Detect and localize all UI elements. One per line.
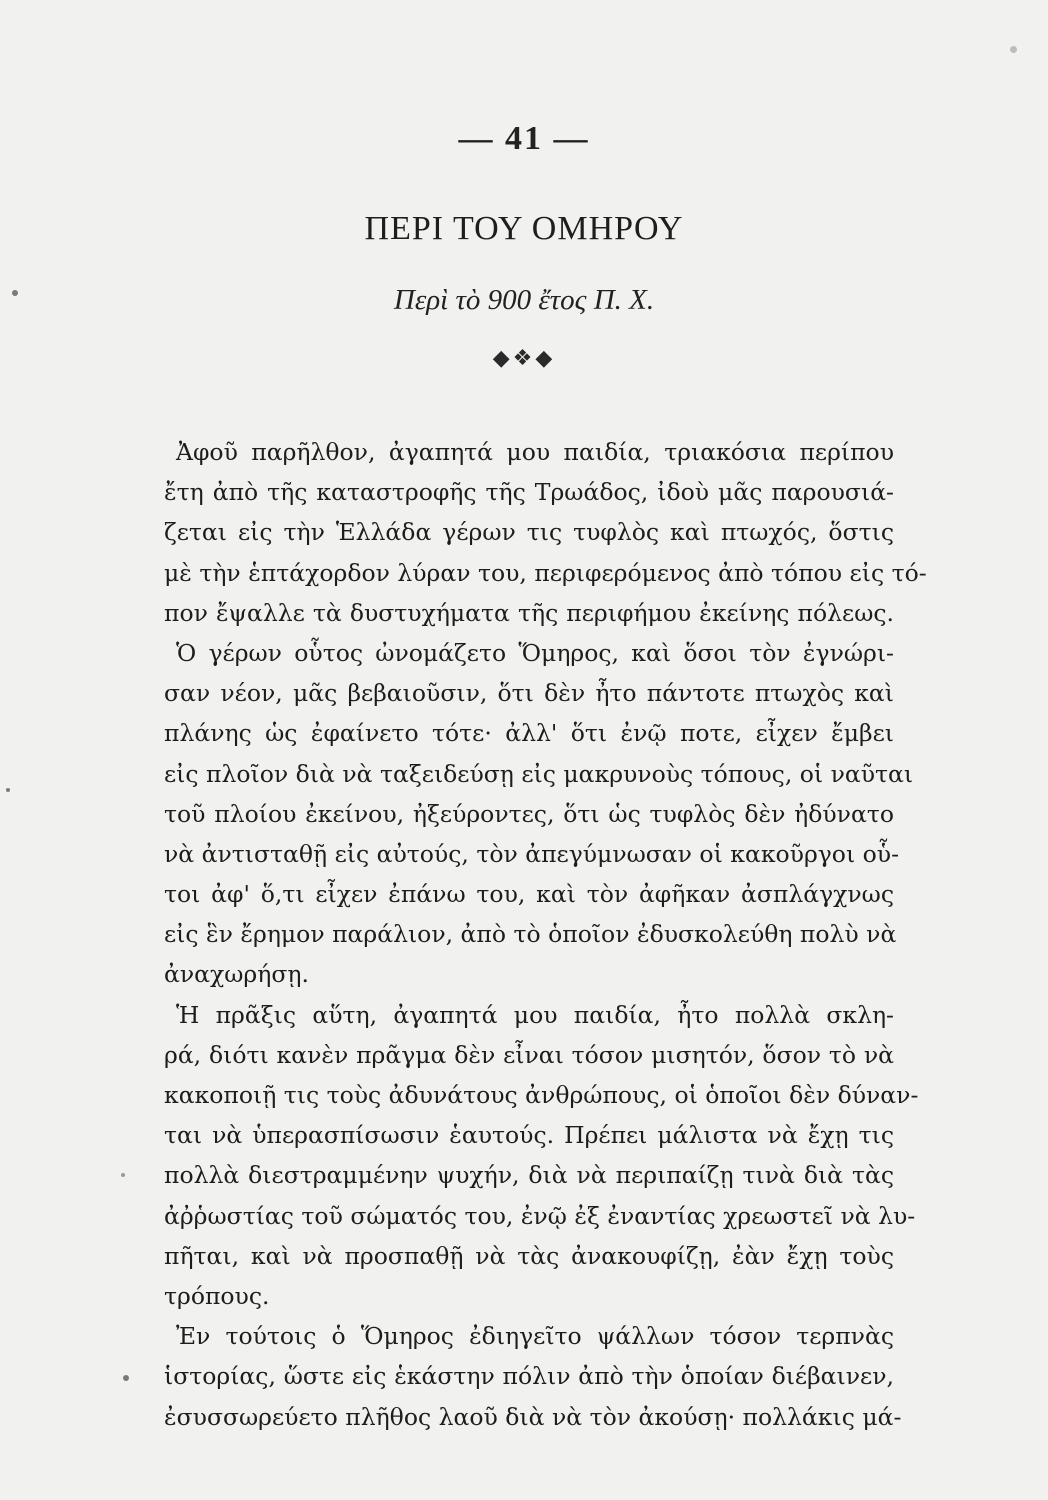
page-number: — 41 — bbox=[458, 120, 590, 157]
paper-speck bbox=[123, 1375, 129, 1381]
text-line: πολλὰ διεστραμμένην ψυχήν, διὰ νὰ περιπαίζῃ τινὰ διὰ τὰς bbox=[164, 1161, 894, 1190]
text-line: πλάνης ὡς ἐφαίνετο τότε· ἀλλ' ὅτι ἐνῷ ποτε, εἶχεν ἔμβει bbox=[164, 719, 894, 748]
text-line: κακοποιῇ τις τοὺς ἀδυνάτους ἀνθρώπους, οἱ ὁποῖοι δὲν δύναν- bbox=[164, 1081, 919, 1109]
paper-speck bbox=[1010, 46, 1017, 53]
ornament-divider: ◆❖◆ bbox=[492, 346, 556, 371]
text-line: ἐσυσσωρεύετο πλῆθος λαοῦ διὰ νὰ τὸν ἀκούσῃ· πολλάκις μά- bbox=[164, 1402, 902, 1431]
text-line: πῆται, καὶ νὰ προσπαθῇ νὰ τὰς ἀνακουφίζῃ, ἐὰν ἔχῃ τοὺς bbox=[164, 1241, 894, 1270]
text-line: εἰς ἓν ἔρημον παράλιον, ἀπὸ τὸ ὁποῖον ἐδυσκολεύθη πολὺ νὰ bbox=[164, 920, 897, 949]
text-line: ται νὰ ὑπερασπίσωσιν ἑαυτούς. Πρέπει μάλιστα νὰ ἔχῃ τις bbox=[164, 1121, 894, 1150]
paper-speck bbox=[121, 1173, 125, 1177]
text-line: τοῦ πλοίου ἐκείνου, ἠξεύροντες, ὅτι ὡς τυφλὸς δὲν ἠδύνατο bbox=[164, 799, 894, 828]
text-line: ζεται εἰς τὴν Ἑλλάδα γέρων τις τυφλὸς καὶ πτωχός, ὅστις bbox=[164, 518, 894, 547]
chapter-title: ΠΕΡΙ ΤΟΥ ΟΜΗΡΟΥ bbox=[364, 210, 684, 247]
text-line: ρά, διότι κανὲν πρᾶγμα δὲν εἶναι τόσον μισητόν, ὅσον τὸ νὰ bbox=[164, 1040, 894, 1069]
text-line: σαν νέον, μᾶς βεβαιοῦσιν, ὅτι δὲν ἦτο πάντοτε πτωχὸς καὶ bbox=[164, 679, 894, 708]
body-text bbox=[164, 432, 927, 1437]
text-line: Ἐν τούτοις ὁ Ὅμηρος ἐδιηγεῖτο ψάλλων τόσον τερπνὰς bbox=[176, 1322, 894, 1351]
text-line: μὲ τὴν ἑπτάχορδον λύραν του, περιφερόμενος ἀπὸ τόπου εἰς τό- bbox=[164, 558, 927, 587]
text-line: ἀῤῥωστίας τοῦ σώματός του, ἐνῷ ἐξ ἐναντίας χρεωστεῖ νὰ λυ- bbox=[164, 1201, 916, 1230]
text-line: πον ἔψαλλε τὰ δυστυχήματα τῆς περιφήμου ἐκείνης πόλεως. bbox=[164, 598, 894, 627]
text-line: Ἡ πρᾶξις αὕτη, ἀγαπητά μου παιδία, ἦτο πολλὰ σκλη- bbox=[176, 1000, 894, 1029]
text-line: ἔτη ἀπὸ τῆς καταστροφῆς τῆς Τρωάδος, ἰδοὺ μᾶς παρουσιά- bbox=[164, 478, 894, 507]
paper-speck bbox=[6, 788, 10, 792]
text-line: τοι ἀφ' ὅ,τι εἶχεν ἐπάνω του, καὶ τὸν ἀφῆκαν ἀσπλάγχνως bbox=[164, 880, 894, 909]
text-line: νὰ ἀντισταθῇ εἰς αὐτούς, τὸν ἀπεγύμνωσαν οἱ κακοῦργοι οὗ- bbox=[164, 839, 900, 868]
text-line: Ἀφοῦ παρῆλθον, ἀγαπητά μου παιδία, τριακόσια περίπου bbox=[176, 438, 894, 466]
chapter-subtitle: Περὶ τὸ 900 ἔτος Π. Χ. bbox=[393, 284, 655, 316]
text-line: ἱστορίας, ὥστε εἰς ἑκάστην πόλιν ἀπὸ τὴν ὁποίαν διέβαινεν, bbox=[164, 1362, 894, 1391]
text-line: Ὁ γέρων οὗτος ὠνομάζετο Ὅμηρος, καὶ ὅσοι τὸν ἐγνώρι- bbox=[176, 638, 894, 667]
text-line: τρόπους. bbox=[164, 1281, 270, 1310]
text-line: ἀναχωρήσῃ. bbox=[164, 960, 309, 989]
paper-speck bbox=[12, 290, 18, 296]
text-line: εἰς πλοῖον διὰ νὰ ταξειδεύσῃ εἰς μακρυνοὺς τόπους, οἱ ναῦται bbox=[164, 759, 914, 788]
